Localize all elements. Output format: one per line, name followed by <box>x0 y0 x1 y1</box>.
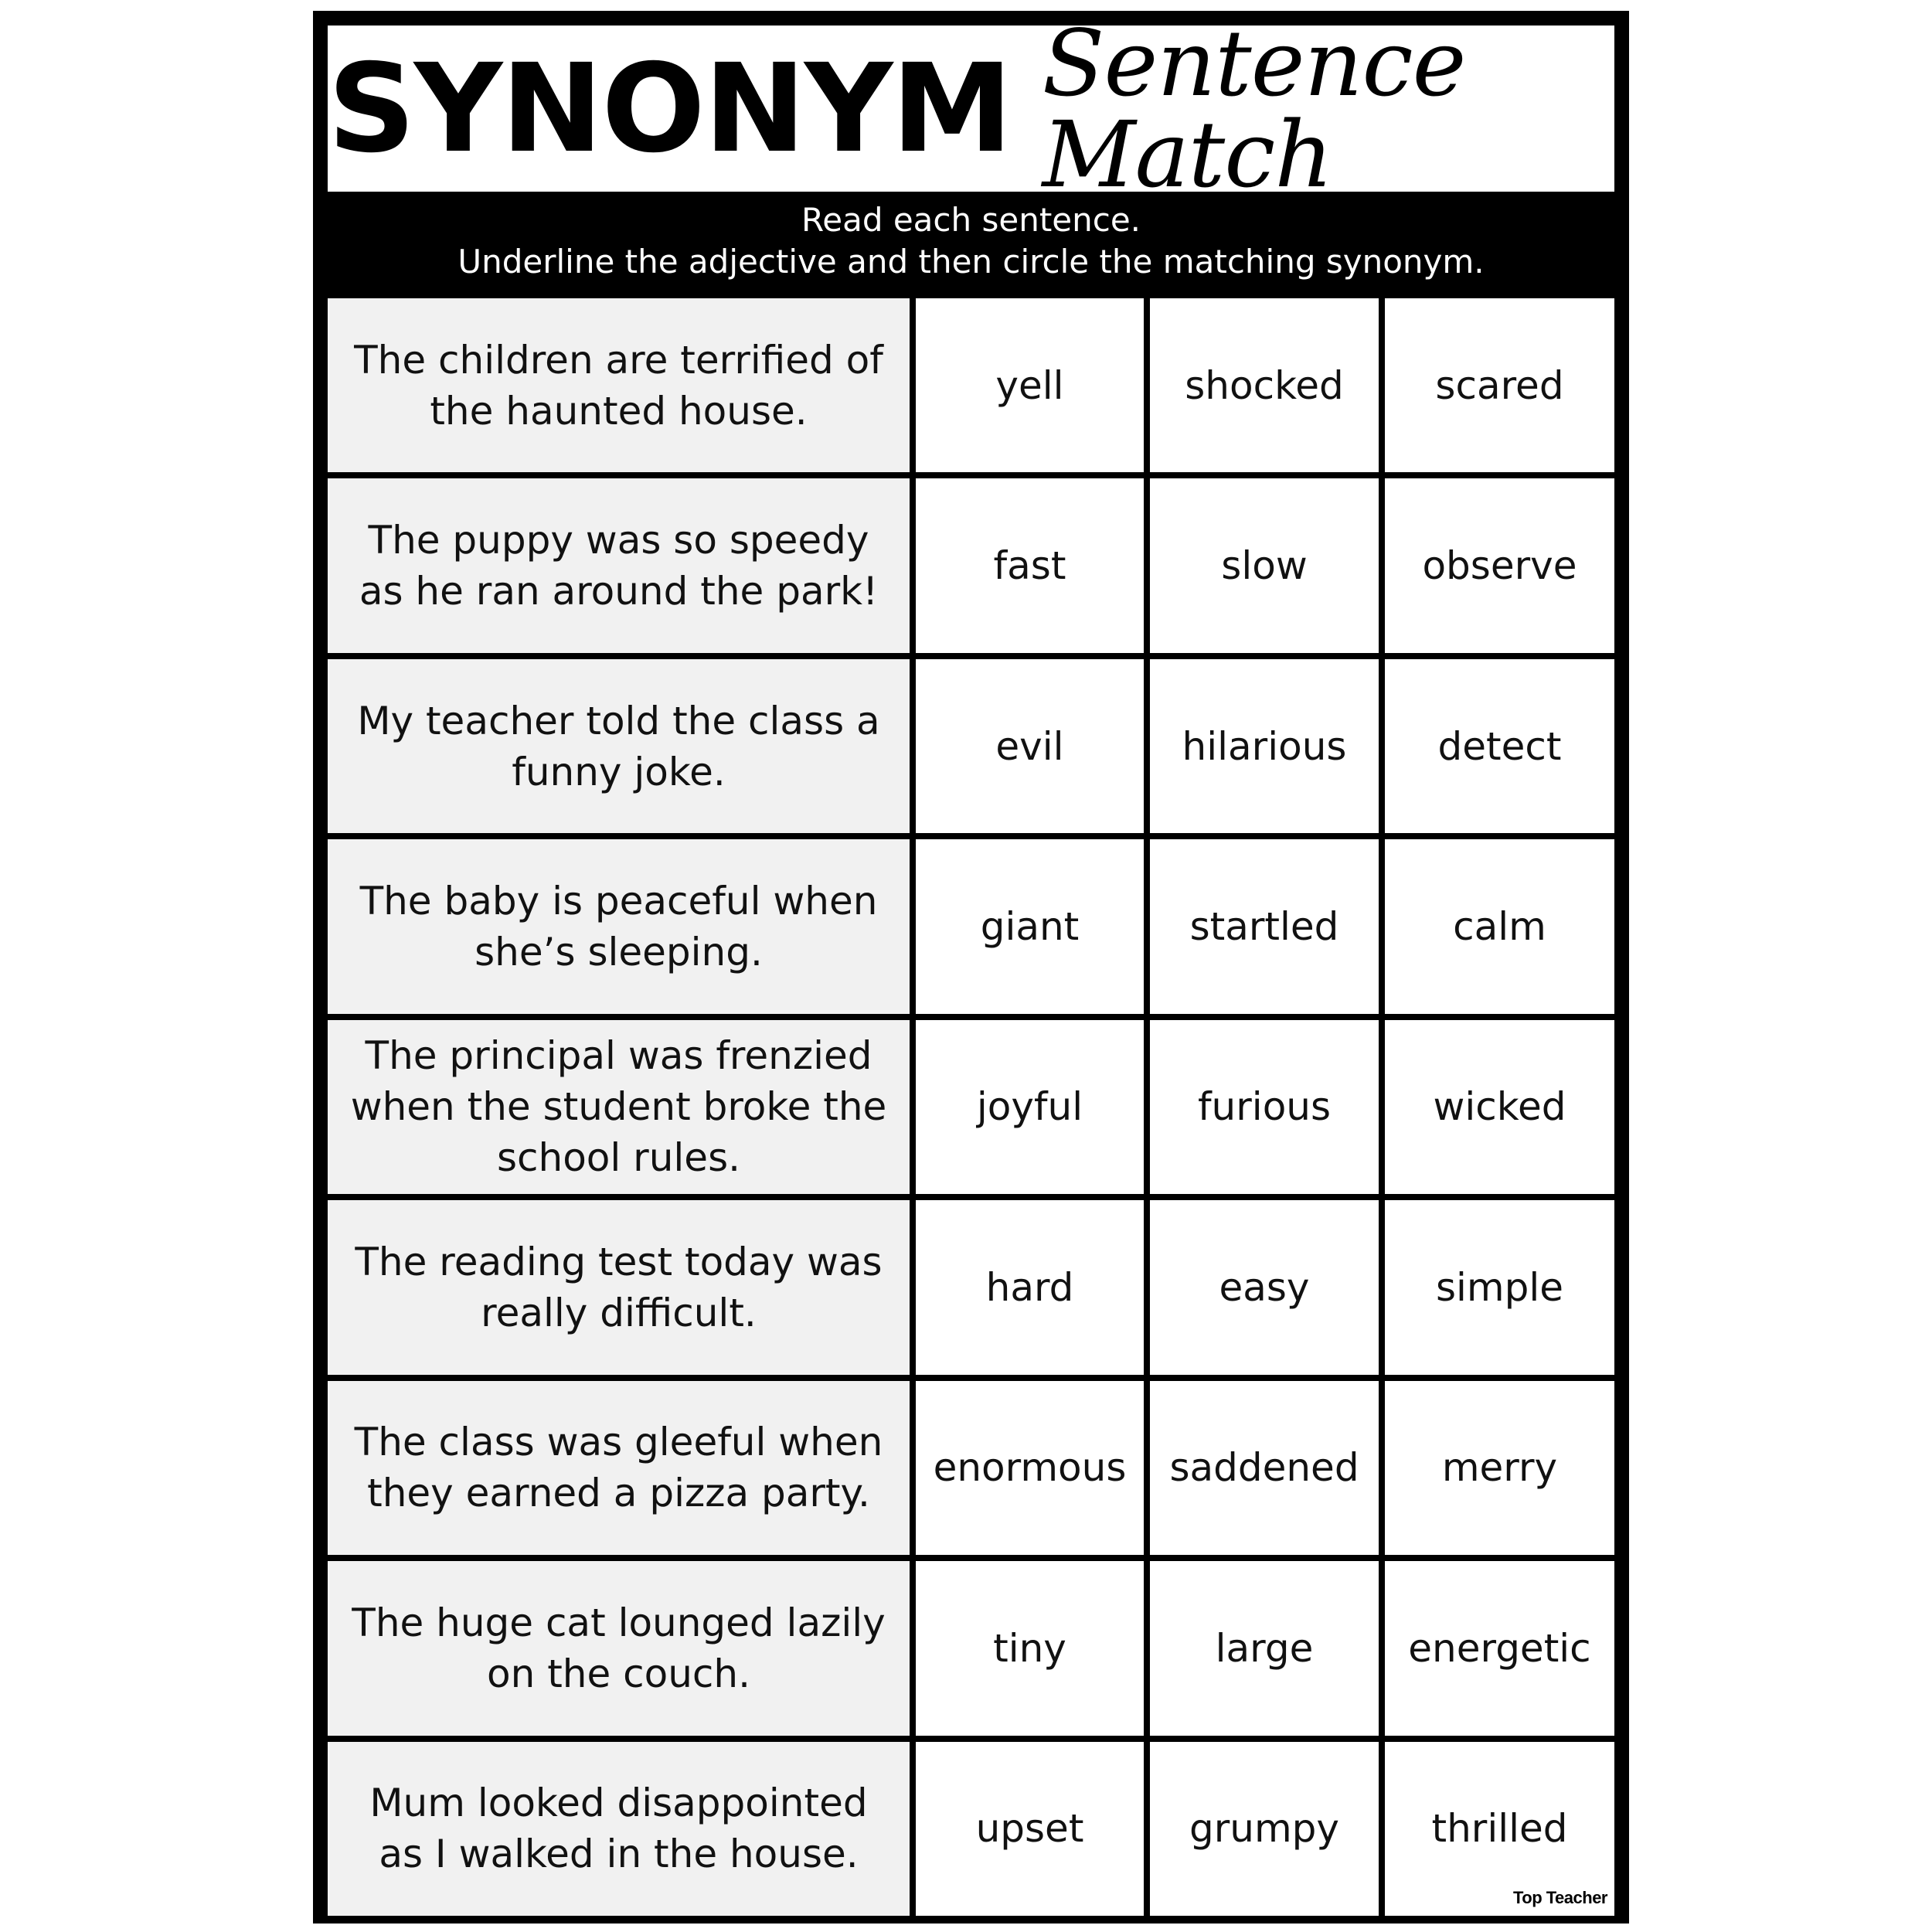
option-cell[interactable]: furious <box>1150 1020 1379 1194</box>
sentence-cell: The huge cat lounged lazily on the couch. <box>328 1561 910 1735</box>
option-cell[interactable]: startled <box>1150 839 1379 1013</box>
option-cell[interactable]: hard <box>916 1200 1144 1374</box>
sentence-cell: The baby is peaceful when she’s sleeping. <box>328 839 910 1013</box>
title-script: Sentence Match <box>1042 9 1466 208</box>
option-cell[interactable]: evil <box>916 659 1144 833</box>
title-banner <box>328 9 1614 208</box>
option-cell[interactable]: wicked <box>1385 1020 1614 1194</box>
instruction-line-1: Read each sentence. <box>801 201 1141 239</box>
instruction-line-2: Underline the adjective and then circle the matching synonym. <box>457 243 1485 281</box>
option-cell[interactable]: joyful <box>916 1020 1144 1194</box>
sentence-cell: The class was gleeful when they earned a pizza party. <box>328 1381 910 1555</box>
option-cell[interactable]: easy <box>1150 1200 1379 1374</box>
sentence-cell: The reading test today was really difficult. <box>328 1200 910 1374</box>
option-cell[interactable]: scared <box>1385 298 1614 472</box>
option-cell[interactable]: saddened <box>1150 1381 1379 1555</box>
option-cell[interactable]: hilarious <box>1150 659 1379 833</box>
option-cell[interactable]: fast <box>916 478 1144 652</box>
option-cell[interactable]: grumpy <box>1150 1742 1379 1916</box>
sentence-cell: The principal was frenzied when the student broke the school rules. <box>328 1020 910 1194</box>
title-main: SYNONYM <box>328 37 1012 180</box>
option-cell[interactable]: shocked <box>1150 298 1379 472</box>
option-cell[interactable]: slow <box>1150 478 1379 652</box>
worksheet <box>313 11 1629 1923</box>
option-cell[interactable]: giant <box>916 839 1144 1013</box>
option-cell[interactable]: tiny <box>916 1561 1144 1735</box>
sentence-cell: My teacher told the class a funny joke. <box>328 659 910 833</box>
option-cell[interactable]: detect <box>1385 659 1614 833</box>
sentence-cell: The puppy was so speedy as he ran around the park! <box>328 478 910 652</box>
exercise-grid <box>328 298 1614 1916</box>
option-cell[interactable]: thrilled <box>1385 1742 1614 1916</box>
brand-logo-text: Top Teacher <box>1512 1888 1607 1907</box>
instructions-banner <box>328 192 1614 291</box>
option-cell[interactable]: upset <box>916 1742 1144 1916</box>
sentence-cell: The children are terrified of the haunted house. <box>328 298 910 472</box>
option-cell[interactable]: enormous <box>916 1381 1144 1555</box>
option-cell[interactable]: yell <box>916 298 1144 472</box>
option-cell[interactable]: merry <box>1385 1381 1614 1555</box>
option-cell[interactable]: large <box>1150 1561 1379 1735</box>
option-cell[interactable]: observe <box>1385 478 1614 652</box>
option-cell[interactable]: calm <box>1385 839 1614 1013</box>
option-cell[interactable]: simple <box>1385 1200 1614 1374</box>
option-cell[interactable]: energetic <box>1385 1561 1614 1735</box>
sentence-cell: Mum looked disappointed as I walked in the house. <box>328 1742 910 1916</box>
